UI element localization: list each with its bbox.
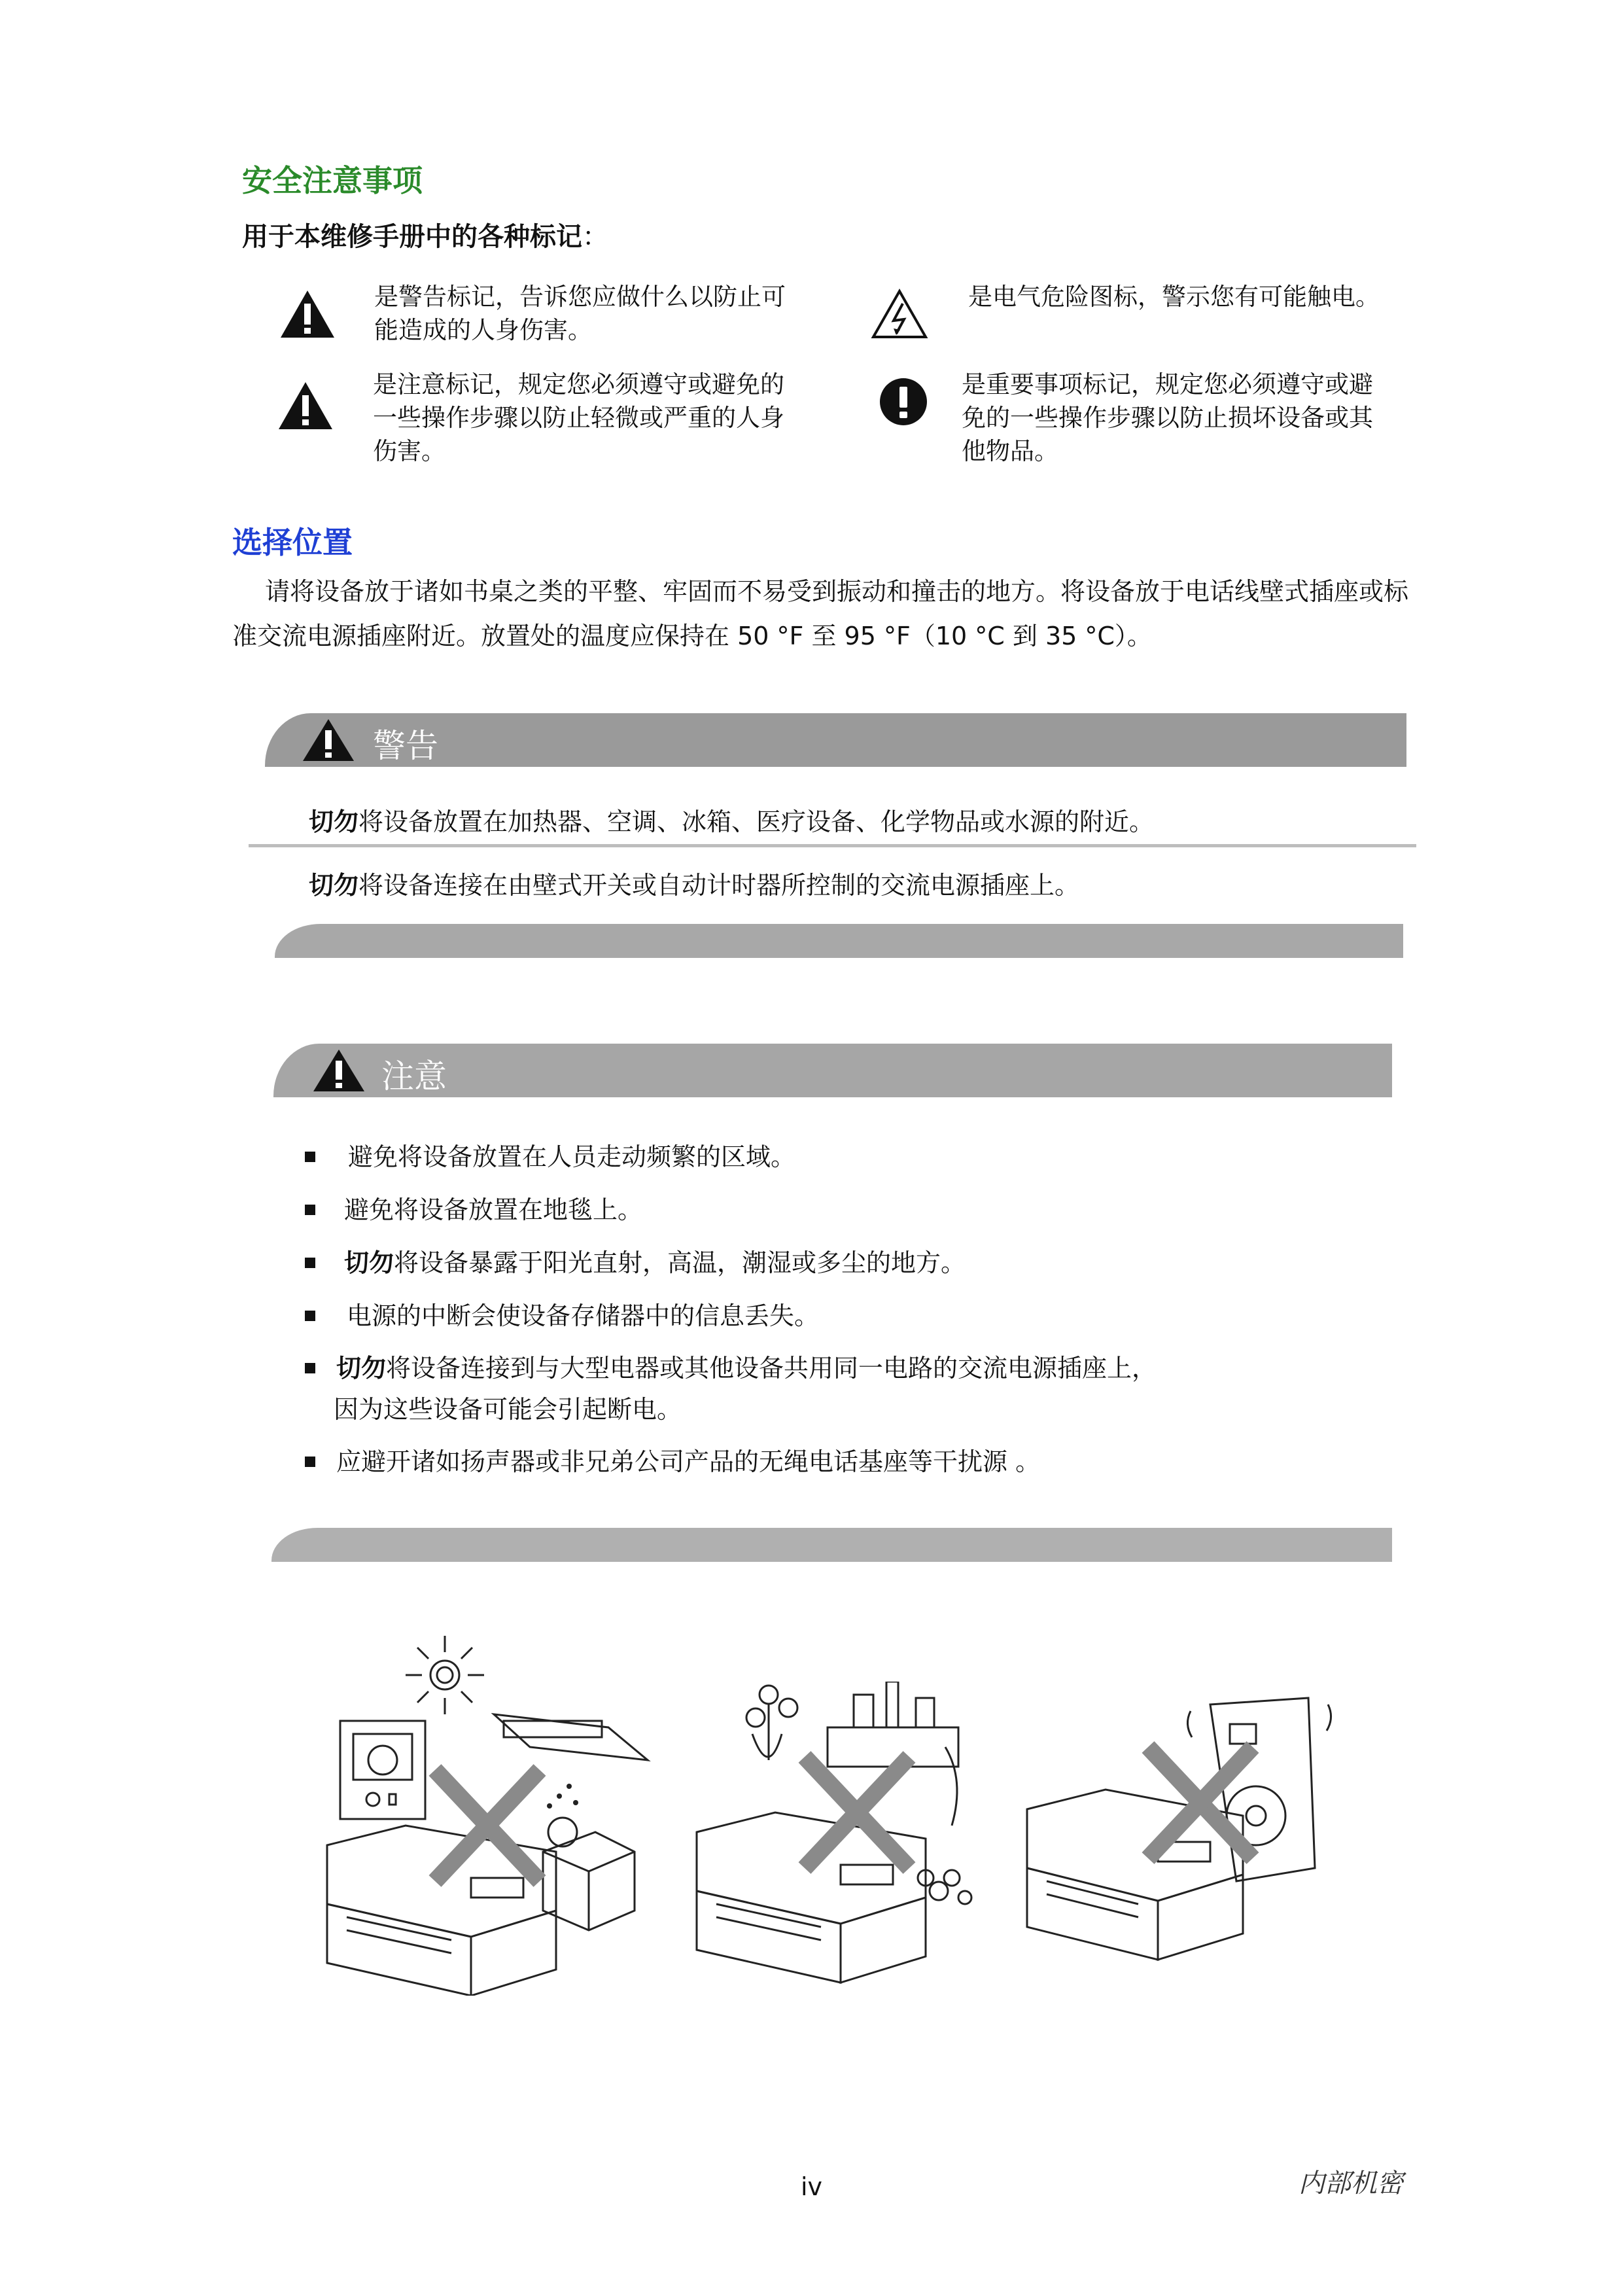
- bullet-icon: [305, 1363, 315, 1373]
- electrical-symbol-description: 是电气危险图标，警示您有可能触电。: [968, 283, 1380, 311]
- caution-item-text: 避免将设备放置在地毯上。: [344, 1195, 643, 1224]
- caution-banner-icon: [311, 1048, 366, 1093]
- caution-item: [347, 1296, 819, 1336]
- illustration-speaker: [1021, 1691, 1335, 1979]
- bullet-icon: [305, 1152, 315, 1162]
- warning-banner-icon: [301, 717, 356, 763]
- warning-triangle-icon: [278, 288, 337, 340]
- caution-banner-title: 注意: [381, 1057, 447, 1095]
- illustration-water-chemicals: [690, 1682, 1030, 1996]
- page-number: iv: [801, 2172, 823, 2201]
- caution-item-text: 将设备连接到与大型电器或其他设备共用同一电路的交流电源插座上，: [386, 1354, 1157, 1383]
- important-circle-icon: [879, 377, 928, 427]
- illustration-heat-sources: [307, 1629, 674, 1996]
- subtitle-colon: ：: [582, 222, 608, 252]
- bullet-icon: [305, 1311, 315, 1321]
- caution-item-text: 避免将设备放置在人员走动频繁的区域。: [348, 1142, 796, 1171]
- warning-separator: [249, 844, 1416, 847]
- caution-item: [336, 1348, 1157, 1388]
- warning-banner-title: 警告: [373, 727, 438, 765]
- bullet-icon: [305, 1457, 315, 1467]
- caution-item: [336, 1441, 1040, 1482]
- bullet-icon: [305, 1258, 315, 1268]
- warning-item-emphasis: 切勿: [309, 807, 359, 836]
- caution-item: [344, 1190, 642, 1230]
- caution-item: [348, 1137, 795, 1177]
- location-section-title: 选择位置: [232, 525, 353, 560]
- symbols-subtitle: [242, 216, 608, 253]
- caution-item-text: 应避开诸如扬声器或非兄弟公司产品的无绳电话基座等干扰源 。: [336, 1447, 1041, 1476]
- caution-banner: [273, 1044, 1392, 1097]
- caution-symbol-description: 是注意标记，规定您必须遵守或避免的一些操作步骤以防止轻微或严重的人身伤害。: [373, 370, 784, 465]
- bullet-icon: [305, 1205, 315, 1215]
- warning-footer-bar: [275, 924, 1403, 958]
- warning-symbol-description: 是警告标记，告诉您应做什么以防止可能造成的人身伤害。: [374, 283, 786, 344]
- warning-item-emphasis: 切勿: [309, 871, 359, 900]
- electrical-hazard-icon: [870, 288, 929, 340]
- caution-footer-bar: [271, 1528, 1392, 1562]
- caution-item-emphasis: 切勿: [344, 1248, 394, 1277]
- important-symbol-description: 是重要事项标记，规定您必须遵守或避免的一些操作步骤以防止损坏设备或其他物品。: [962, 370, 1373, 465]
- caution-triangle-icon: [276, 380, 335, 432]
- warning-item: [309, 802, 1154, 838]
- safety-section-title: 安全注意事项: [242, 163, 423, 198]
- caution-item-continuation: 因为这些设备可能会引起断电。: [334, 1395, 682, 1424]
- warning-item: [309, 865, 1079, 901]
- caution-item-emphasis: 切勿: [336, 1354, 387, 1383]
- warning-banner: [265, 713, 1406, 767]
- warning-item-text: 将设备连接在由壁式开关或自动计时器所控制的交流电源插座上。: [358, 871, 1080, 900]
- caution-item-text: 将设备暴露于阳光直射，高温，潮湿或多尘的地方。: [394, 1248, 966, 1277]
- subtitle-text: 用于本维修手册中的各种标记: [242, 222, 582, 252]
- caution-item-text: 电源的中断会使设备存储器中的信息丢失。: [347, 1301, 820, 1330]
- confidential-label: 内部机密: [1299, 2168, 1403, 2199]
- location-paragraph: 请将设备放于诸如书桌之类的平整、牢固而不易受到振动和撞击的地方。将设备放于电话线壁式插座或标准交流电源插座附近。放置处的温度应保持在 50 °F 至 95 °F（10 °C 到 35 °C）。: [232, 577, 1409, 650]
- warning-item-text: 将设备放置在加热器、空调、冰箱、医疗设备、化学物品或水源的附近。: [358, 807, 1155, 836]
- caution-item: [344, 1243, 966, 1283]
